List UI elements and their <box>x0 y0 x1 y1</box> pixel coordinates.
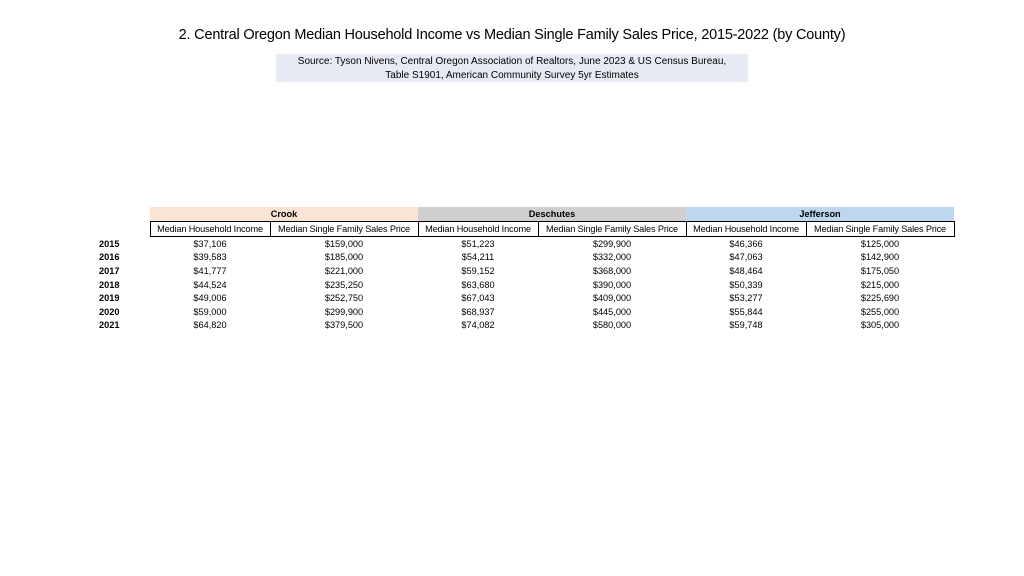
value-cell: $175,050 <box>860 265 900 276</box>
value-cell: $41,777 <box>193 265 227 276</box>
column-header-row <box>96 222 954 237</box>
value-cell: $125,000 <box>860 238 900 249</box>
value-cell: $64,820 <box>193 320 227 331</box>
value-cell: $44,524 <box>193 279 227 290</box>
value-cell: $74,082 <box>461 320 495 331</box>
value-cell: $63,680 <box>461 279 495 290</box>
column-header: Median Single Family Sales Price <box>806 222 954 237</box>
year-cell: 2019 <box>99 293 120 304</box>
value-cell: $53,277 <box>729 293 763 304</box>
table-row <box>96 278 954 292</box>
value-cell: $59,000 <box>193 306 227 317</box>
value-cell: $59,748 <box>729 320 763 331</box>
value-cell: $390,000 <box>592 279 632 290</box>
source-line: Table S1901, American Community Survey 5yr Estimates <box>385 69 639 81</box>
source-note <box>276 54 748 82</box>
value-cell: $215,000 <box>860 279 900 290</box>
year-cell: 2020 <box>99 306 120 317</box>
column-header: Median Single Family Sales Price <box>270 222 418 237</box>
county-header-jefferson: Jefferson <box>686 207 954 222</box>
value-cell: $50,339 <box>729 279 763 290</box>
county-header-crook: Crook <box>150 207 418 222</box>
table-row <box>96 319 954 333</box>
value-cell: $49,006 <box>193 293 227 304</box>
table-row <box>96 264 954 278</box>
value-cell: $235,250 <box>324 279 364 290</box>
table-row <box>96 305 954 319</box>
value-cell: $299,900 <box>592 238 632 249</box>
value-cell: $379,500 <box>324 320 364 331</box>
column-header: Median Household Income <box>150 222 270 237</box>
value-cell: $252,750 <box>324 293 364 304</box>
value-cell: $305,000 <box>860 320 900 331</box>
value-cell: $47,063 <box>729 252 763 263</box>
value-cell: $185,000 <box>324 252 364 263</box>
value-cell: $445,000 <box>592 306 632 317</box>
table-row <box>96 251 954 265</box>
value-cell: $67,043 <box>461 293 495 304</box>
year-cell: 2018 <box>99 279 120 290</box>
value-cell: $46,366 <box>729 238 763 249</box>
value-cell: $255,000 <box>860 306 900 317</box>
value-cell: $51,223 <box>461 238 495 249</box>
value-cell: $299,900 <box>324 306 364 317</box>
value-cell: $37,106 <box>193 238 227 249</box>
value-cell: $39,583 <box>193 252 227 263</box>
county-header-deschutes: Deschutes <box>418 207 686 222</box>
column-header: Median Household Income <box>418 222 538 237</box>
value-cell: $225,690 <box>860 293 900 304</box>
year-cell: 2016 <box>99 252 120 263</box>
income-price-table <box>96 207 955 332</box>
column-header: Median Single Family Sales Price <box>538 222 686 237</box>
source-line: Source: Tyson Nivens, Central Oregon Association of Realtors, June 2023 & US Census Bureau, <box>297 56 727 67</box>
table-row <box>96 237 954 251</box>
value-cell: $368,000 <box>592 265 632 276</box>
value-cell: $55,844 <box>729 306 763 317</box>
county-header-row <box>96 207 954 222</box>
table-row <box>96 291 954 305</box>
year-cell: 2015 <box>99 238 120 249</box>
value-cell: $221,000 <box>324 265 364 276</box>
blank-cell <box>96 207 150 222</box>
value-cell: $409,000 <box>592 293 632 304</box>
value-cell: $48,464 <box>729 265 763 276</box>
year-cell: 2021 <box>99 320 120 331</box>
column-header: Median Household Income <box>686 222 806 237</box>
value-cell: $142,900 <box>860 252 900 263</box>
page-title: 2. Central Oregon Median Household Income vs Median Single Family Sales Price, 2015-2022 (by County) <box>178 27 846 43</box>
value-cell: $68,937 <box>461 306 495 317</box>
blank-cell <box>96 222 150 237</box>
value-cell: $54,211 <box>461 252 495 263</box>
value-cell: $332,000 <box>592 252 632 263</box>
value-cell: $59,152 <box>461 265 495 276</box>
value-cell: $159,000 <box>324 238 364 249</box>
value-cell: $580,000 <box>592 320 632 331</box>
year-cell: 2017 <box>99 265 120 276</box>
table-body <box>96 237 954 333</box>
